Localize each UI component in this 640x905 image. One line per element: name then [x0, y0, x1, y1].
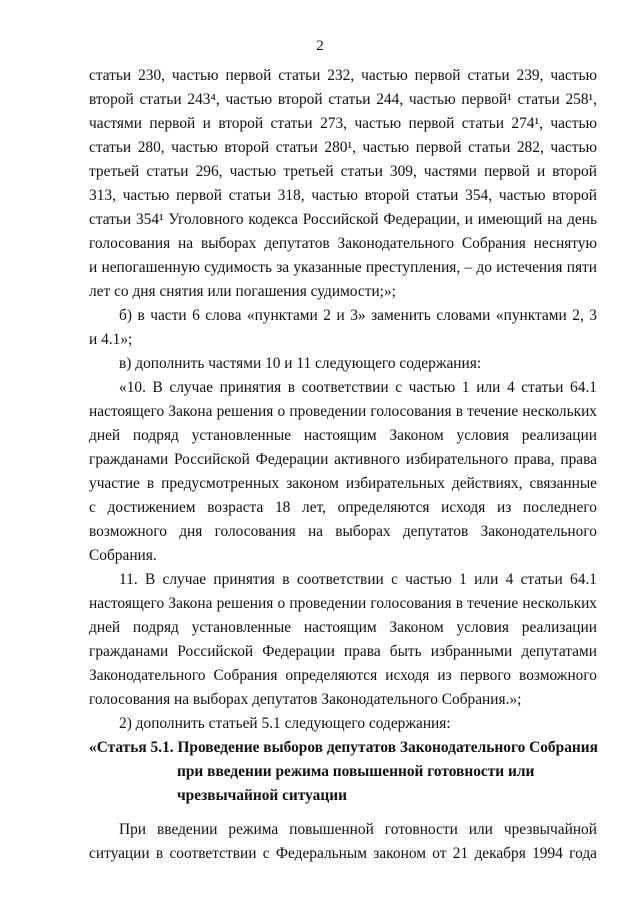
text-line: 2) дополнить статьей 5.1 следующего содержания: [119, 715, 451, 732]
text-line: настоящего Закона решения о проведении голосования в течение нескольких [89, 595, 597, 612]
text-line: и непогашенную судимость за указанные преступления, – до истечения пяти [89, 259, 597, 276]
text-line: 11. В случае принятия в соответствии с частью 1 или 4 статьи 64.1 [119, 571, 597, 588]
text-line: дней подряд установленные настоящим Законом условия реализации [89, 427, 597, 444]
text-line: лет со дня снятия или погашения судимости;»; [89, 283, 396, 300]
text-line: гражданами Российской Федерации права быть избранными депутатами [89, 643, 597, 660]
text-line: в) дополнить частями 10 и 11 следующего содержания: [119, 355, 482, 372]
article-heading-line-1: «Статья 5.1. Проведение выборов депутатов Законодательного Собрания [89, 739, 598, 756]
text-line: голосования на выборах депутатов Законодательного Собрания.»; [89, 691, 522, 708]
closing-line-2: ситуации в соответствии с Федеральным законом от 21 декабря 1994 года [89, 845, 597, 862]
text-line: частями первой и второй статьи 273, частью первой статьи 274¹, частью [89, 115, 597, 132]
closing-line-1: При введении режима повышенной готовности или чрезвычайной [119, 821, 597, 838]
text-line: 313, частью первой статьи 318, частью второй статьи 354, частью второй [89, 187, 597, 204]
body-lines [89, 64, 597, 736]
page-number: 2 [316, 38, 324, 54]
text-line: Собрания. [89, 547, 157, 564]
text-line: гражданами Российской Федерации активного избирательного права, права [89, 451, 597, 468]
text-line: статьи 280, частью второй статьи 280¹, частью первой статьи 282, частью [89, 139, 597, 156]
text-line: третьей статьи 296, частью третьей статьи 309, частями первой и второй [89, 163, 597, 180]
text-line: Законодательного Собрания определяются исходя из первого возможного [89, 667, 597, 684]
article-heading-line-2: при введении режима повышенной готовности или [177, 763, 535, 780]
text-line: второй статьи 243⁴, частью второй статьи 244, частью первой¹ статьи 258¹, [89, 91, 597, 108]
document-body [89, 64, 597, 866]
text-line: с достижением возраста 18 лет, определяются исходя из последнего [89, 499, 597, 516]
text-line: настоящего Закона решения о проведении голосования в течение нескольких [89, 403, 597, 420]
text-line: и 4.1»; [89, 331, 133, 348]
article-heading-line-3: чрезвычайной ситуации [177, 787, 347, 804]
text-line: б) в части 6 слова «пунктами 2 и 3» заменить словами «пунктами 2, 3 [119, 307, 597, 324]
text-line: дней подряд установленные настоящим Законом условия реализации [89, 619, 597, 636]
text-line: статьи 230, частью первой статьи 232, частью первой статьи 239, частью [89, 67, 597, 84]
text-line: «10. В случае принятия в соответствии с частью 1 или 4 статьи 64.1 [119, 379, 597, 396]
text-line: статьи 354¹ Уголовного кодекса Российской Федерации, и имеющий на день [89, 211, 597, 228]
text-line: голосования на выборах депутатов Законодательного Собрания неснятую [89, 235, 597, 252]
text-line: участие в предусмотренных законом избирательных действиях, связанные [89, 475, 597, 492]
text-line: возможного дня голосования на выборах депутатов Законодательного [89, 523, 597, 540]
